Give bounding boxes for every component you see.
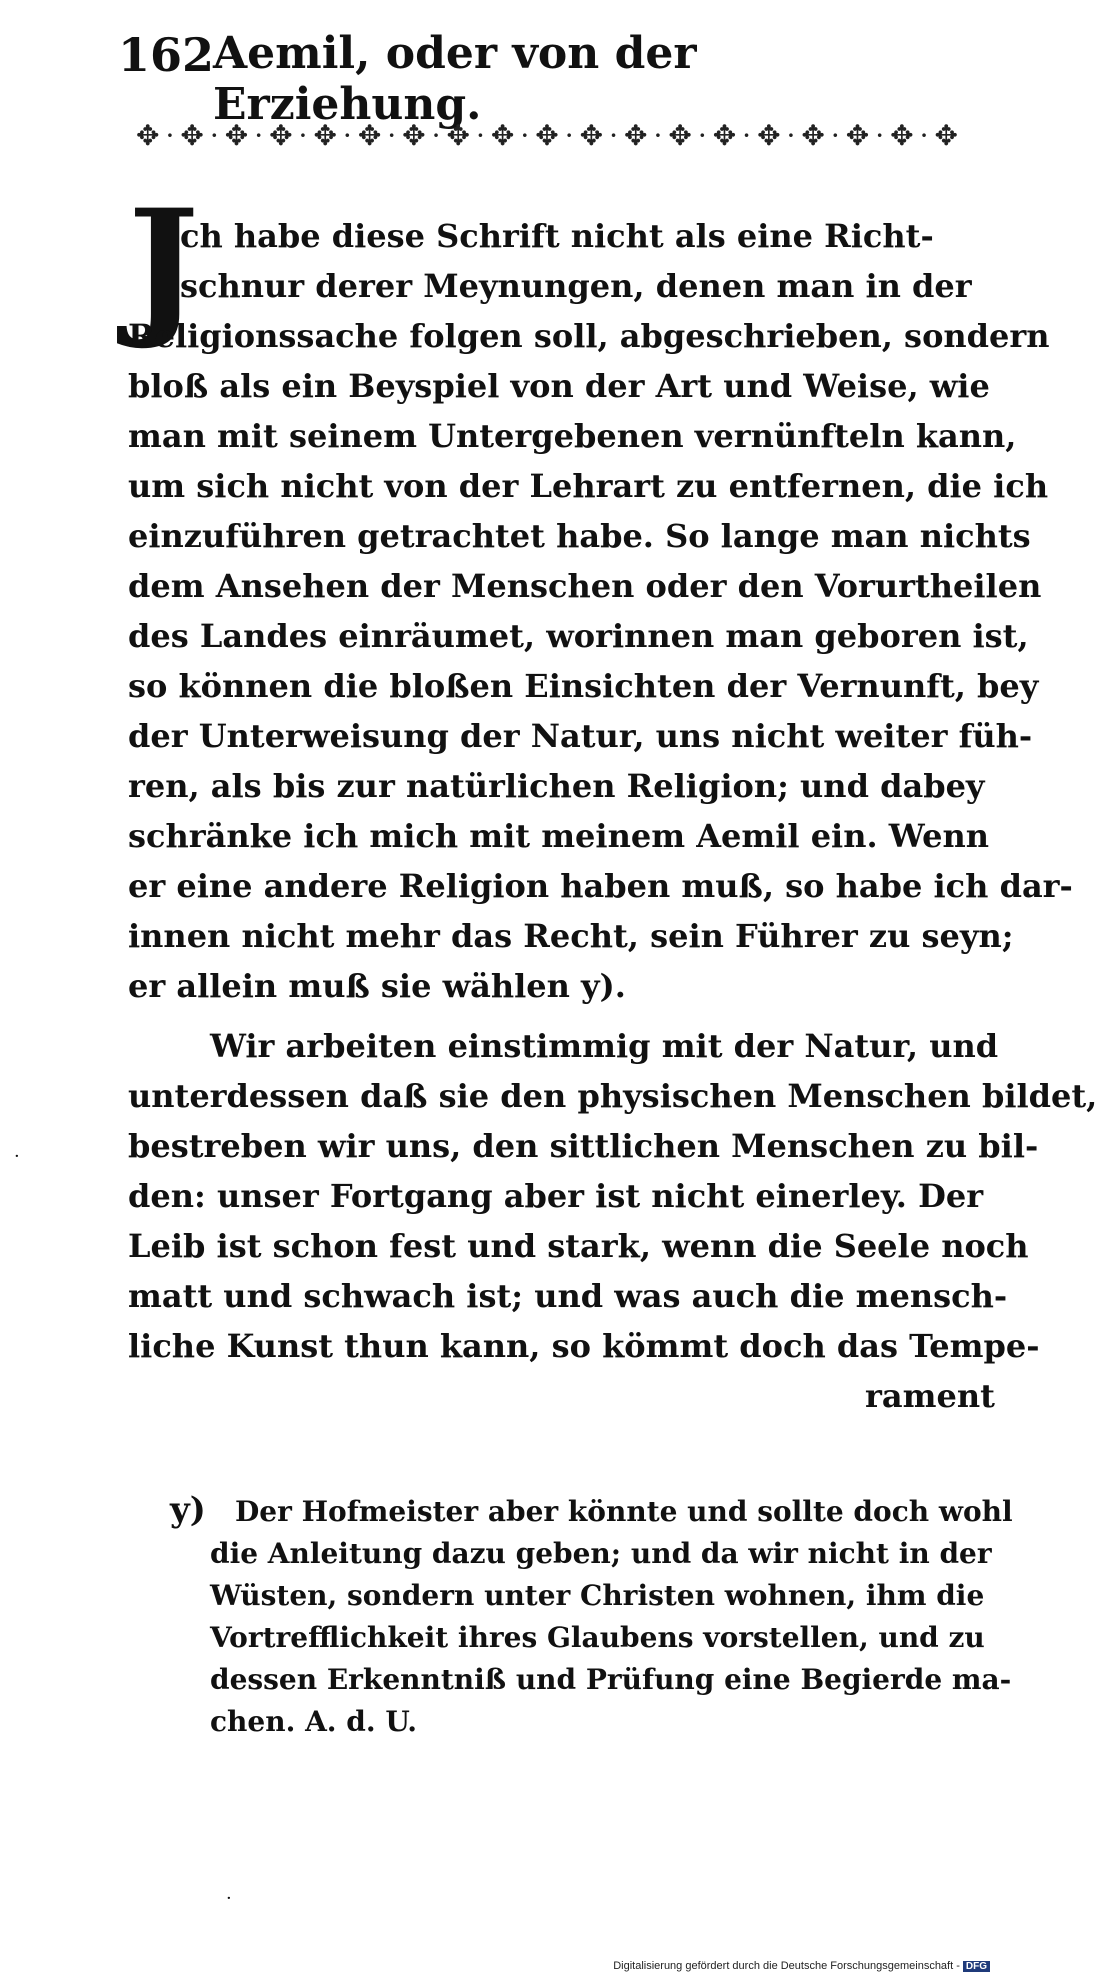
body-line: ch habe diese Schrift nicht als eine Richt- [180, 217, 934, 255]
body-line: man mit seinem Untergebenen vernünfteln kann, [128, 417, 1017, 455]
body-line: dem Ansehen der Menschen oder den Vorurtheilen [128, 567, 1042, 605]
body-line: er eine andere Religion haben muß, so habe ich dar- [128, 867, 1073, 905]
body-line: den: unser Fortgang aber ist nicht einerley. Der [128, 1177, 984, 1215]
scan-speck: · [226, 1888, 232, 1909]
drop-cap: J [128, 177, 199, 353]
body-line: ren, als bis zur natürlichen Religion; und dabey [128, 767, 985, 805]
body-line: liche Kunst thun kann, so kömmt doch das Tempe- [128, 1327, 1040, 1365]
body-line: matt und schwach ist; und was auch die mensch- [128, 1277, 1008, 1315]
page-header [118, 22, 878, 130]
body-line: schränke ich mich mit meinem Aemil ein. Wenn [128, 817, 989, 855]
footnote-line: Der Hofmeister aber könnte und sollte doch wohl [235, 1495, 1013, 1528]
digitization-credit [613, 1960, 990, 1972]
body-line: schnur derer Meynungen, denen man in der [180, 267, 972, 305]
body-line: bestreben wir uns, den sittlichen Menschen zu bil- [128, 1127, 1039, 1165]
body-line: bloß als ein Beyspiel von der Art und Weise, wie [128, 367, 990, 405]
body-line: Religionssache folgen soll, abgeschrieben, sondern [128, 317, 1050, 355]
credit-text: Digitalisierung gefördert durch die Deutsche Forschungsgemeinschaft - [613, 1960, 960, 1972]
body-line: um sich nicht von der Lehrart zu entfernen, die ich [128, 467, 1049, 505]
footnote-line: die Anleitung dazu geben; und da wir nicht in der [210, 1537, 992, 1570]
ornament-rule: ✥·✥·✥·✥·✥·✥·✥·✥·✥·✥·✥·✥·✥·✥·✥·✥·✥·✥·✥ [136, 119, 964, 152]
footnote-line: Vortrefflichkeit ihres Glaubens vorstellen, und zu [210, 1621, 985, 1654]
scan-speck: · [14, 1146, 20, 1167]
footnote-line: chen. A. d. U. [210, 1705, 417, 1738]
body-line: des Landes einräumet, worinnen man geboren ist, [128, 617, 1029, 655]
body-line: der Unterweisung der Natur, uns nicht weiter füh- [128, 717, 1033, 755]
body-line: Leib ist schon fest und stark, wenn die Seele noch [128, 1227, 1029, 1265]
footnote-line: dessen Erkenntniß und Prüfung eine Begierde ma- [210, 1663, 1012, 1696]
body-line: unterdessen daß sie den physischen Menschen bildet, [128, 1077, 1097, 1115]
body-line: einzuführen getrachtet habe. So lange man nichts [128, 517, 1031, 555]
body-line: innen nicht mehr das Recht, sein Führer zu seyn; [128, 917, 1014, 955]
catchword: rament [865, 1377, 995, 1415]
running-title: Aemil, oder von der Erziehung. [213, 28, 697, 130]
body-line: er allein muß sie wählen y). [128, 967, 626, 1005]
dfg-logo: DFG [963, 1961, 990, 1972]
body-line: Wir arbeiten einstimmig mit der Natur, und [210, 1027, 999, 1065]
body-line: so können die bloßen Einsichten der Vernunft, bey [128, 667, 1039, 705]
footnote-line: Wüsten, sondern unter Christen wohnen, ihm die [210, 1579, 985, 1612]
footnote-mark: y) [170, 1490, 206, 1530]
page-number: 162 [118, 28, 215, 82]
